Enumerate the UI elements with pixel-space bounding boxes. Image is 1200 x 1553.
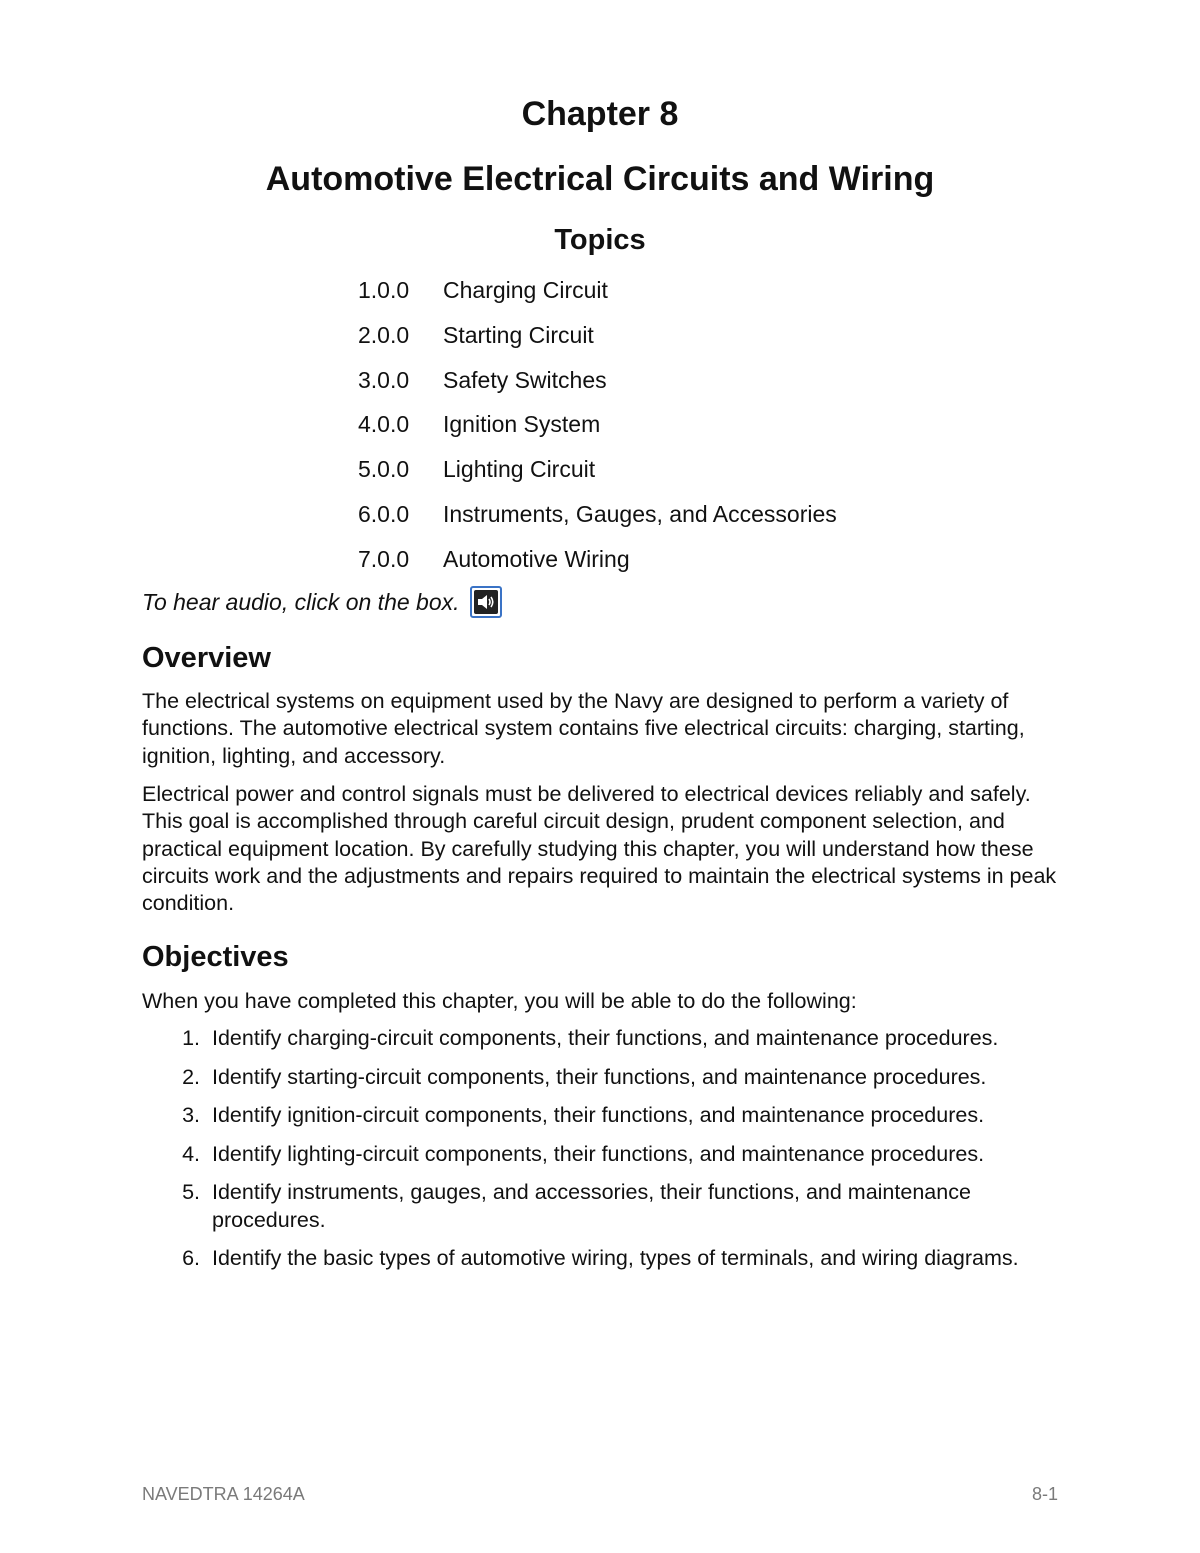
objective-item: [142, 1179, 1082, 1234]
objective-text: Identify lighting-circuit components, their functions, and maintenance procedures.: [212, 1141, 985, 1166]
topic-number: 7.0.0: [358, 545, 410, 572]
topic-item: [358, 366, 837, 411]
topic-number: 4.0.0: [358, 411, 410, 438]
topic-label: Ignition System: [443, 411, 601, 438]
objectives-heading: Objectives: [142, 941, 289, 973]
topic-number: 5.0.0: [358, 456, 410, 483]
chapter-number: Chapter 8: [521, 95, 679, 133]
topic-item: [358, 455, 837, 500]
footer-doc-id: NAVEDTRA 14264A: [142, 1484, 305, 1504]
overview-paragraph: The electrical systems on equipment used by the Navy are designed to perform a variety of functions. The automotive electrical system contains five electrical circuits: charging, starting, ignition, lighting, and accessory.: [142, 689, 1025, 768]
topic-number: 6.0.0: [358, 500, 410, 527]
objective-number: 1.: [182, 1026, 200, 1050]
topic-label: Lighting Circuit: [443, 456, 596, 483]
topic-number: 3.0.0: [358, 366, 410, 393]
topic-number: 2.0.0: [358, 321, 410, 348]
footer-page-number: 8-1: [1031, 1484, 1058, 1504]
objective-item: [142, 1141, 1082, 1169]
objectives-list: [142, 1025, 1082, 1284]
speaker-icon: [474, 590, 498, 614]
objective-text: Identify ignition-circuit components, their functions, and maintenance procedures.: [212, 1103, 985, 1127]
objective-number: 2.: [182, 1064, 200, 1089]
objective-number: 6.: [182, 1246, 200, 1270]
topic-item: [358, 410, 837, 455]
objective-item: [142, 1245, 1082, 1273]
topic-label: Charging Circuit: [443, 277, 608, 303]
topic-number: 1.0.0: [358, 277, 410, 303]
objective-number: 3.: [182, 1103, 200, 1127]
topics-list: [358, 276, 837, 590]
overview-paragraph: Electrical power and control signals must be delivered to electrical devices reliably and safely. This goal is accomplished through careful circuit design, prudent component selection, and practical equipment location. By carefully studying this chapter, you will understand how these circuits work and the adjustments and repairs required to maintain the electrical systems in peak condition.: [142, 782, 1057, 916]
overview-heading: Overview: [142, 642, 271, 674]
topic-item: [358, 276, 837, 321]
topic-item: [358, 321, 837, 366]
audio-prompt-line: [142, 584, 502, 620]
objective-item: [142, 1064, 1082, 1092]
objective-text: Identify starting-circuit components, their functions, and maintenance procedures.: [212, 1064, 987, 1089]
objective-number: 5.: [182, 1180, 200, 1204]
chapter-title: Automotive Electrical Circuits and Wiring: [265, 160, 935, 198]
objective-item: [142, 1102, 1082, 1130]
objective-text: Identify instruments, gauges, and accessories, their functions, and maintenance procedures.: [212, 1180, 971, 1232]
audio-play-button[interactable]: [470, 586, 502, 618]
topic-label: Safety Switches: [443, 366, 607, 393]
audio-prompt-text: To hear audio, click on the box.: [142, 589, 460, 615]
topic-label: Instruments, Gauges, and Accessories: [443, 500, 837, 527]
objective-number: 4.: [182, 1141, 200, 1166]
objectives-intro: When you have completed this chapter, you will be able to do the following:: [142, 989, 857, 1013]
topic-label: Automotive Wiring: [443, 545, 630, 572]
topic-item: [358, 500, 837, 545]
objective-item: [142, 1025, 1082, 1053]
topic-item: [358, 545, 837, 590]
topics-heading: Topics: [554, 224, 646, 256]
topic-label: Starting Circuit: [443, 321, 594, 348]
objective-text: Identify charging-circuit components, their functions, and maintenance procedures.: [212, 1026, 999, 1050]
objective-text: Identify the basic types of automotive wiring, types of terminals, and wiring diagrams.: [212, 1246, 1019, 1270]
